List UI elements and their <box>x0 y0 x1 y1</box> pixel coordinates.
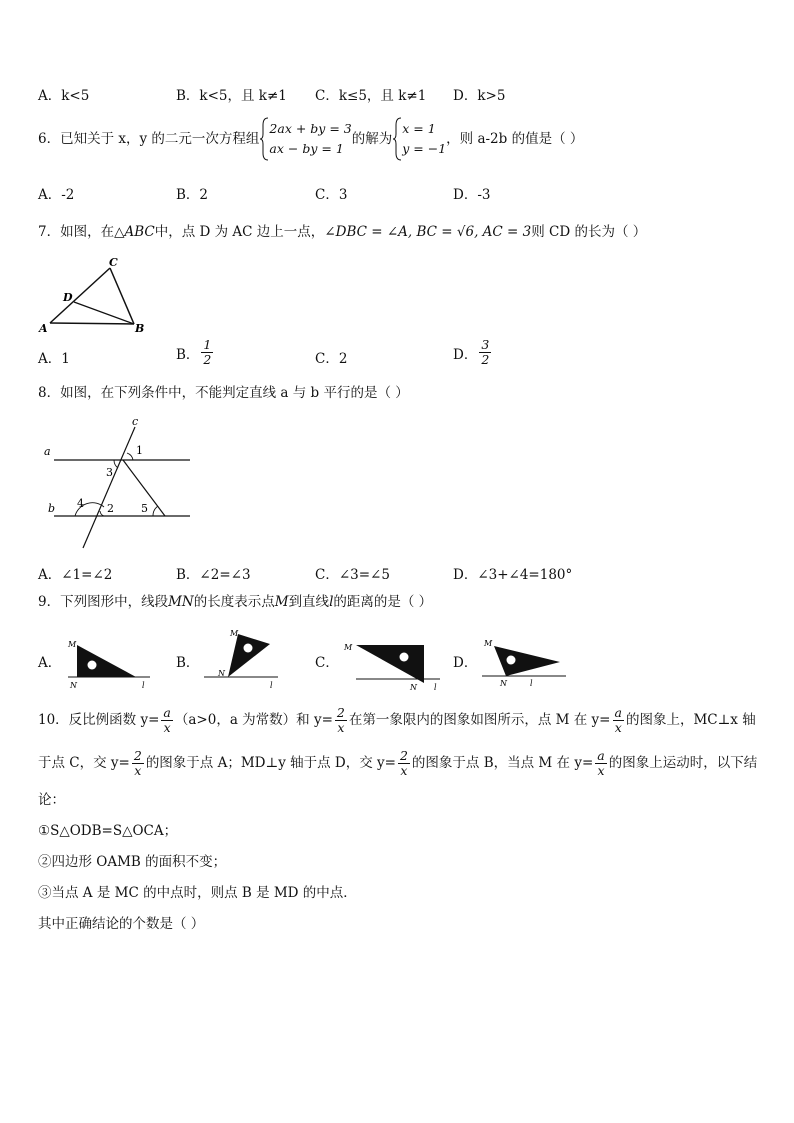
q9-c-l: l <box>434 683 437 692</box>
q9-c-n: N <box>410 683 417 692</box>
q8-label-1: 1 <box>136 444 143 457</box>
q7-mid: 中，点 D 为 AC 边上一点， <box>154 224 325 240</box>
q7-prefix: 7．如图，在 <box>38 224 115 240</box>
q6-prefix: 6．已知关于 x，y 的二元一次方程组 <box>38 131 260 147</box>
q7-option-a[interactable]: A．1 <box>38 351 70 367</box>
q7-option-b-num: 1 <box>203 337 212 352</box>
q8-label-a: a <box>44 445 51 458</box>
q9-a-l: l <box>142 681 145 690</box>
q7-label-c: C <box>109 256 118 269</box>
q6-option-b[interactable]: B．2 <box>176 187 209 203</box>
q10-conclusion-2: ②四边形 OAMB 的面积不变； <box>38 854 227 870</box>
q10-conclusion-3: ③当点 A 是 MC 的中点时，则点 B 是 MD 的中点． <box>38 885 357 901</box>
q10-ask: 其中正确结论的个数是（ ） <box>38 916 205 932</box>
q8-label-b: b <box>48 502 56 515</box>
q7-suffix: 则 CD 的长为（ ） <box>531 224 647 240</box>
q6-option-a[interactable]: A．-2 <box>38 187 75 203</box>
q6-eq2: ax − by = 1 <box>269 141 344 156</box>
q10-frac-a-1-den: x <box>161 720 172 735</box>
q5-option-d[interactable]: D．k>5 <box>453 88 506 104</box>
q10-frac-a-3-den: x <box>595 763 606 778</box>
q9-b-n: N <box>218 669 225 678</box>
q9-b-l: l <box>270 681 273 690</box>
q8-stem: 8．如图，在下列条件中，不能判定直线 a 与 b 平行的是（ ） <box>38 385 409 401</box>
q7-option-d[interactable] <box>453 338 493 367</box>
q10-frac-2-2-num: 2 <box>133 747 142 763</box>
q9-option-d-figure[interactable] <box>478 632 570 692</box>
q10-line-3: 论： <box>38 792 65 808</box>
q9-m: M <box>274 594 289 610</box>
q9-option-b-label[interactable]: B． <box>176 655 200 671</box>
q10-l1-c: 在第一象限内的图象如图所示，点 M 在 y= <box>348 712 611 728</box>
q9-d-l: l <box>530 679 533 688</box>
q7-option-b-den: 2 <box>203 352 212 367</box>
q10-frac-2-3-den: x <box>398 763 410 778</box>
q6-brace-2 <box>392 117 402 161</box>
q10-frac-2-1-num: 2 <box>336 704 345 720</box>
q10-line-2 <box>38 743 757 783</box>
q10-frac-a-2 <box>613 706 624 735</box>
q10-frac-a-1 <box>161 706 172 735</box>
q8-option-b[interactable]: B．∠2=∠3 <box>176 567 251 583</box>
q6-suffix: ，则 a-2b 的值是（ ） <box>446 131 584 147</box>
q10-l2-d: 的图象上运动时，以下结 <box>608 755 758 771</box>
q8-label-5: 5 <box>141 502 148 515</box>
q7-option-d-fraction <box>479 338 491 367</box>
q7-option-b-label: B． <box>176 346 200 363</box>
q9-c-m: M <box>344 643 353 652</box>
q9-prefix: 9．下列图形中，线段 <box>38 594 169 610</box>
q9-d-n: N <box>500 679 507 688</box>
q10-frac-a-2-den: x <box>613 720 624 735</box>
q7-triangle-figure <box>36 254 156 336</box>
q9-suffix: 的距离的是（ ） <box>333 594 433 610</box>
q7-option-d-label: D． <box>453 346 478 363</box>
q9-mid1: 的长度表示点 <box>193 594 275 610</box>
q8-label-3: 3 <box>106 466 113 479</box>
q7-label-d: D <box>63 291 73 304</box>
q9-a-m: M <box>68 640 77 649</box>
q8-option-d[interactable]: D．∠3+∠4=180° <box>453 567 573 583</box>
q6-option-d[interactable]: D．-3 <box>453 187 491 203</box>
q9-l: l <box>329 594 334 610</box>
q10-l2-a: 于点 C，交 y= <box>38 755 130 771</box>
q7-option-d-num: 3 <box>481 337 490 352</box>
q10-frac-2-1-den: x <box>335 720 347 735</box>
q6-sol2: y = −1 <box>402 141 447 156</box>
q8-parallel-lines-figure <box>40 413 200 553</box>
q8-option-c[interactable]: C．∠3=∠5 <box>315 567 390 583</box>
q7-stem <box>38 223 646 241</box>
q10-frac-2-1 <box>335 706 347 735</box>
q5-option-b[interactable]: B．k<5，且 k≠1 <box>176 88 287 104</box>
q7-option-b-fraction <box>201 338 213 367</box>
q10-frac-a-3 <box>595 749 606 778</box>
q8-label-c: c <box>132 415 139 428</box>
q7-label-b: B <box>135 322 145 335</box>
q9-option-a-figure[interactable] <box>64 632 154 692</box>
q10-frac-a-2-num: a <box>614 704 622 720</box>
q10-l1-a: 10．反比例函数 y= <box>38 712 160 728</box>
q10-line-1 <box>38 700 756 740</box>
q10-frac-a-3-num: a <box>597 747 605 763</box>
q6-system <box>269 119 351 159</box>
q6-solution <box>402 119 446 159</box>
q10-conclusion-1: ①S△ODB=S△OCA； <box>38 823 178 839</box>
q6-brace-1 <box>259 117 269 161</box>
q9-option-c-figure[interactable] <box>340 628 445 692</box>
q7-option-c[interactable]: C．2 <box>315 351 348 367</box>
q9-mn: MN <box>168 594 194 610</box>
q7-label-a: A <box>39 322 48 335</box>
q9-option-a-label[interactable]: A． <box>38 655 62 671</box>
q10-frac-a-1-num: a <box>163 704 171 720</box>
q6-option-c[interactable]: C．3 <box>315 187 348 203</box>
q10-frac-2-2 <box>132 749 144 778</box>
q10-l1-b: （a>0，a 为常数）和 y= <box>174 712 333 728</box>
q7-option-d-den: 2 <box>481 352 490 367</box>
q8-label-4: 4 <box>77 497 84 510</box>
q5-option-c[interactable]: C．k≤5，且 k≠1 <box>315 88 427 104</box>
q8-option-a[interactable]: A．∠1=∠2 <box>38 567 113 583</box>
q9-stem <box>38 593 432 611</box>
q9-b-m: M <box>230 629 239 638</box>
q6-middle: 的解为 <box>351 131 393 147</box>
q10-l1-d: 的图象上，MC⊥x 轴 <box>625 712 756 728</box>
q6-sol1: x = 1 <box>402 121 436 136</box>
q10-frac-2-2-den: x <box>132 763 144 778</box>
q9-option-b-figure[interactable] <box>198 624 283 692</box>
q7-condition: ∠DBC = ∠A, BC = √6, AC = 3 <box>324 224 532 240</box>
q6-eq1: 2ax + by = 3 <box>269 121 352 136</box>
q9-mid2: 到直线 <box>288 594 330 610</box>
q8-label-2: 2 <box>107 502 114 515</box>
q10-l2-b: 的图象于点 A；MD⊥y 轴于点 D，交 y= <box>145 755 396 771</box>
q5-option-a[interactable]: A．k<5 <box>38 88 90 104</box>
q10-frac-2-3-num: 2 <box>399 747 408 763</box>
q9-option-d-label[interactable]: D． <box>453 655 478 671</box>
q7-triangle: △ABC <box>114 224 155 240</box>
q7-option-b[interactable] <box>176 338 215 367</box>
q10-l2-c: 的图象于点 B，当点 M 在 y= <box>411 755 594 771</box>
q10-frac-2-3 <box>398 749 410 778</box>
q9-option-c-label[interactable]: C． <box>315 655 339 671</box>
q6-stem <box>38 116 583 162</box>
q9-a-n: N <box>70 681 77 690</box>
q9-d-m: M <box>484 639 493 648</box>
